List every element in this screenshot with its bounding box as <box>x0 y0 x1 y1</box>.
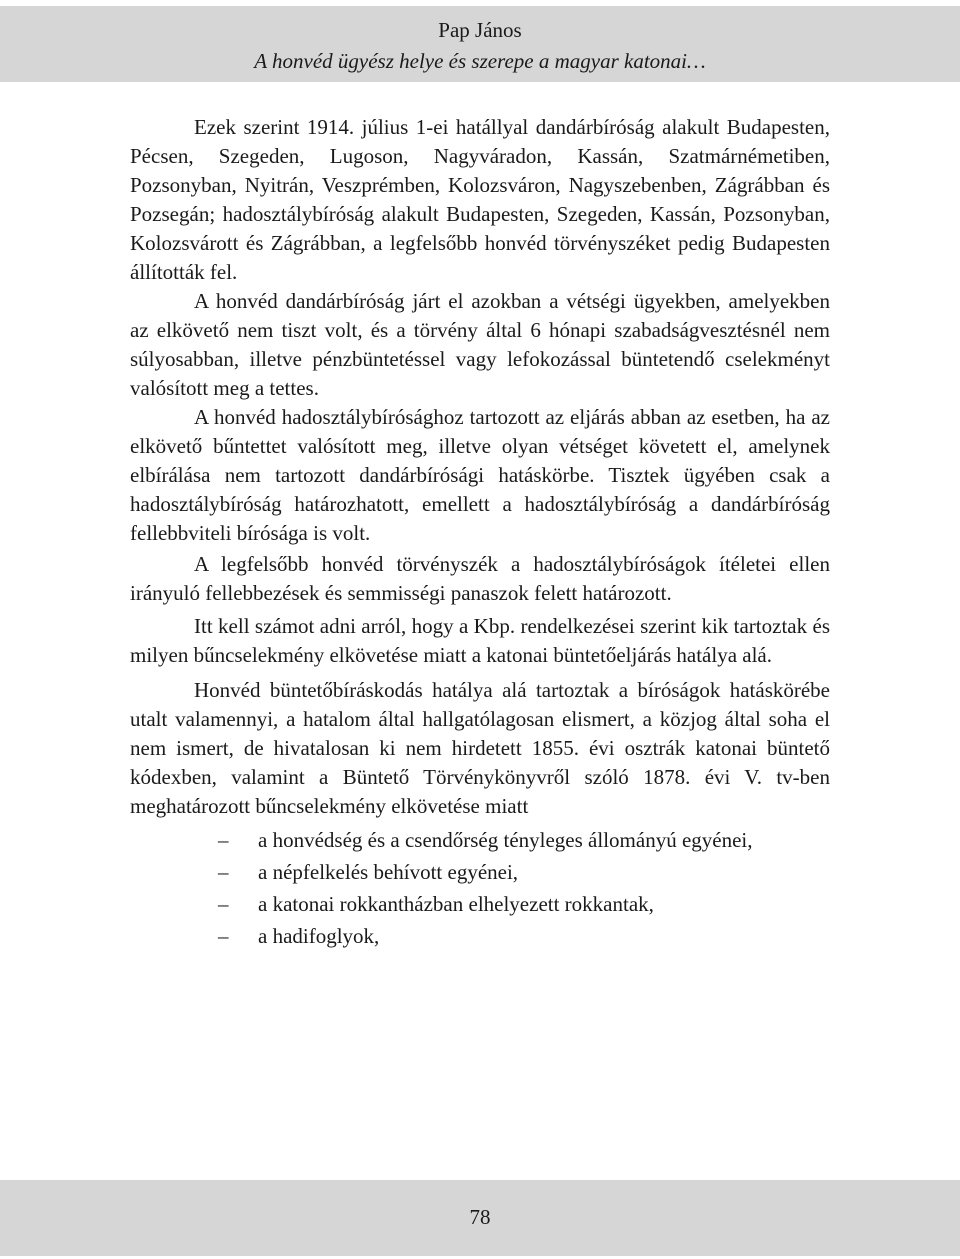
header-author: Pap János <box>438 18 522 42</box>
paragraph-supreme-court: A legfelsőbb honvéd törvényszék a hadosztálybíróságok ítéletei ellen irányuló fellebbezések és semmisségi panaszok felett határozott. <box>130 552 830 605</box>
dash-bullet: – <box>218 924 229 948</box>
list-item <box>130 889 830 919</box>
paragraph-jurisdiction-scope: Honvéd büntetőbíráskodás hatálya alá tartoztak a bíróságok hatáskörébe utalt valamennyi, a hatalom által hallgatólagosan elismert, a közjog által soha el nem ismert, de hivatalosan ki nem hirdetett 1855. évi osztrák katonai büntető kódexben, valamint a Büntető Törvénykönyvről szóló 1878. évi V. tv-ben meghatározott bűncselekmény elkövetése miatt <box>130 678 830 818</box>
page-number: 78 <box>469 1205 491 1229</box>
page-footer <box>0 1180 960 1256</box>
list-item-text: a népfelkelés behívott egyénei, <box>258 860 519 884</box>
header-subtitle: A honvéd ügyész helye és szerepe a magyar katonai… <box>254 49 706 73</box>
paragraph-jurisdiction-intro: Itt kell számot adni arról, hogy a Kbp. rendelkezései szerint kik tartoztak és milyen bűncselekmény elkövetése miatt a katonai büntetőeljárás hatálya alá. <box>130 614 830 667</box>
paragraph-court-locations: Ezek szerint 1914. július 1-ei hatállyal dandárbíróság alakult Budapesten, Pécsen, Szegeden, Lugoson, Nagyváradon, Kassán, Szatmárnémetiben, Pozsonyban, Nyitrán, Veszprémben, Kolozsváron, Nagyszebenben, Zágrábban és Pozsegán; hadosztálybíróság alakult Budapesten, Szegeden, Kassán, Pozsonyban, Kolozsvárott és Zágrábban, a legfelsőbb honvéd törvényszéket pedig Budapesten állították fel. <box>130 115 830 284</box>
dash-bullet: – <box>218 828 229 852</box>
list-item-text: a hadifoglyok, <box>258 924 380 948</box>
document-body <box>130 113 830 953</box>
list-item-text: a katonai rokkantházban elhelyezett rokkantak, <box>258 892 654 916</box>
list-item <box>130 921 830 951</box>
list-item-text: a honvédség és a csendőrség tényleges állományú egyénei, <box>258 828 753 852</box>
paragraph-brigade-court: A honvéd dandárbíróság járt el azokban a vétségi ügyekben, amelyekben az elkövető nem tiszt volt, és a törvény által 6 hónapi szabadságvesztésnél nem súlyosabban, illetve pénzbüntetéssel vagy lefokozással büntetendő cselekményt valósított meg a tettes. <box>130 289 830 400</box>
subject-list <box>130 825 830 951</box>
running-header <box>0 6 960 82</box>
list-item <box>130 857 830 887</box>
paragraph-division-court: A honvéd hadosztálybírósághoz tartozott az eljárás abban az esetben, ha az elkövető bűntettet valósított meg, illetve olyan vétséget követett el, amelynek elbírálása nem tartozott dandárbírósági hatáskörbe. Tisztek ügyében csak a hadosztálybíróság határozhatott, emellett a hadosztálybíróság a dandárbíróság fellebbviteli bírósága is volt. <box>130 405 830 545</box>
dash-bullet: – <box>218 860 229 884</box>
dash-bullet: – <box>218 892 229 916</box>
list-item <box>130 825 830 855</box>
